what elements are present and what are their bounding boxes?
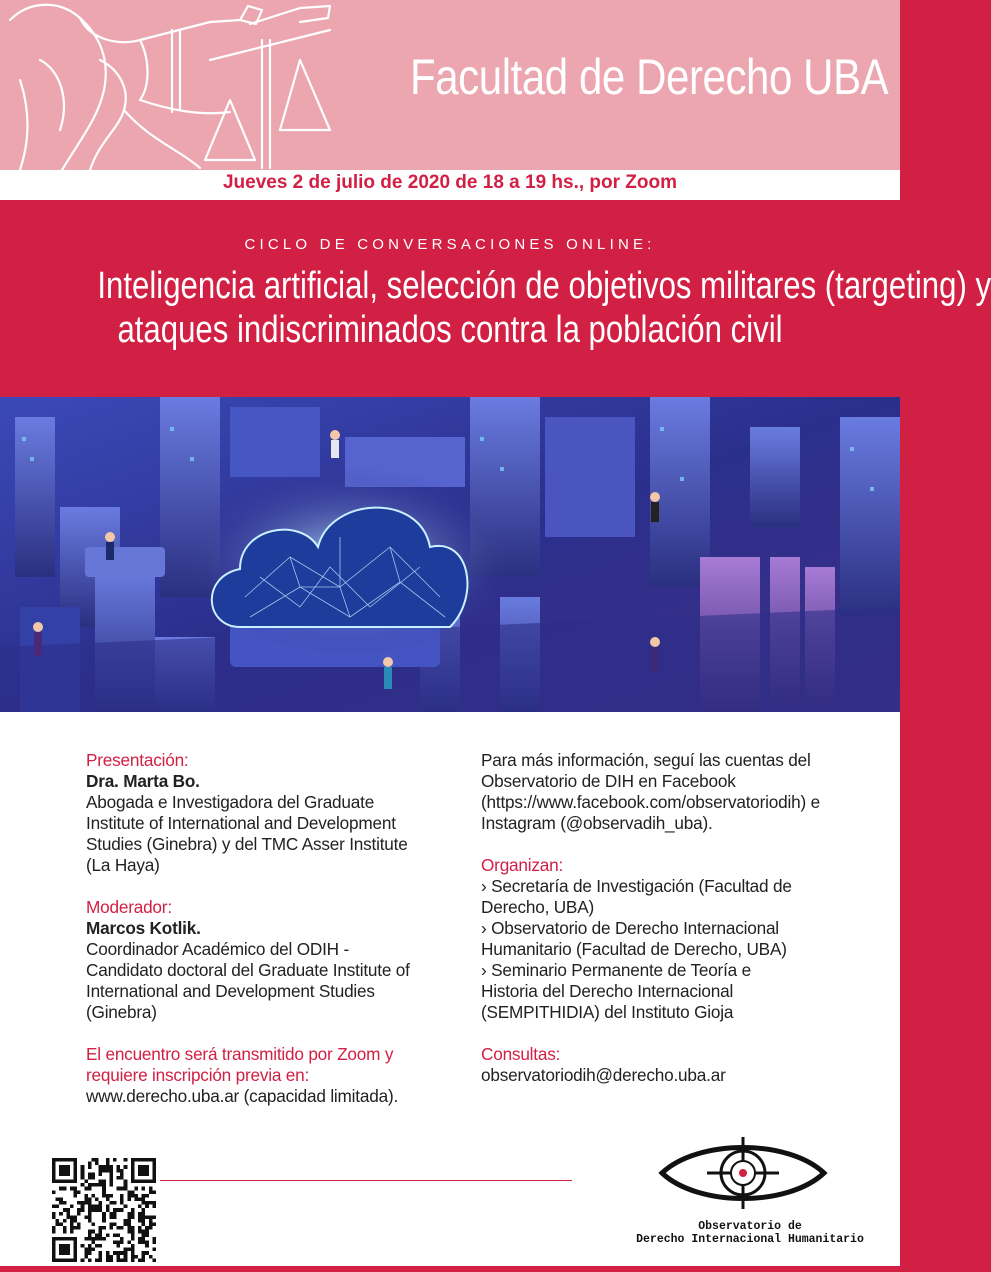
moderator-bio-line: Candidato doctoral del Graduate Institute of [86,960,410,980]
faculty-title: Facultad de Derecho UBA [410,49,889,105]
presenter-bio-line: Abogada e Investigadora del Graduate [86,792,375,812]
eye-target-logo-icon [658,1135,828,1211]
organizer-line: (SEMPITHIDIA) del Instituto Gioja [481,1002,734,1022]
presentacion-label: Presentación: [86,750,189,770]
presenter-bio-line: Institute of International and Development [86,813,396,833]
consultas-label: Consultas: [481,1044,561,1064]
zoom-notice-line: requiere inscripción previa en: [86,1065,310,1085]
event-date: Jueves 2 de julio de 2020 de 18 a 19 hs., por Zoom [222,172,678,193]
organizer-line: Humanitario (Facultad de Derecho, UBA) [481,939,787,959]
title-band [0,200,991,397]
presenter-name: Dra. Marta Bo. [86,771,200,791]
organizer-line: Historia del Derecho Internacional [481,981,734,1001]
presenter-bio-line: Studies (Ginebra) y del TMC Asser Institute [86,834,408,854]
registration-link[interactable]: www.derecho.uba.ar (capacidad limitada). [86,1086,399,1106]
moderator-bio-line: Coordinador Académico del ODIH - [86,939,349,959]
observatorio-logo-text [615,1220,885,1246]
event-title [20,264,991,352]
organizan-label: Organizan: [481,855,564,875]
event-title-line: Inteligencia artificial, selección de objetivos militares (targeting) y [97,265,991,307]
moderator-name: Marcos Kotlik. [86,918,201,938]
presenter-bio-line: (La Haya) [86,855,160,875]
event-title-line: ataques indiscriminados contra la población civil [117,309,783,351]
organizer-line: › Observatorio de Derecho Internacional [481,918,779,938]
bottom-accent-bar [0,1266,900,1272]
cloud-city-illustration [0,397,900,712]
organizer-line: › Seminario Permanente de Teoría e [481,960,751,980]
right-column [481,750,881,1086]
info-line[interactable]: (https://www.facebook.com/observatoriodih) e [481,792,820,812]
divider-line [160,1180,572,1181]
left-column [86,750,446,1107]
zoom-notice-line: El encuentro será transmitido por Zoom y [86,1044,394,1064]
lady-justice-illustration [0,0,380,170]
qr-code[interactable] [52,1158,156,1262]
logo-line: Derecho Internacional Humanitario [636,1233,864,1246]
header-banner [0,0,900,170]
moderator-bio-line: (Ginebra) [86,1002,157,1022]
info-line: Observatorio de DIH en Facebook [481,771,736,791]
moderador-label: Moderador: [86,897,172,917]
moderator-bio-line: International and Development Studies [86,981,375,1001]
organizer-line: Derecho, UBA) [481,897,594,917]
series-label: CICLO DE CONVERSACIONES ONLINE: [244,236,656,253]
info-line: Instagram (@observadih_uba). [481,813,713,833]
contact-email[interactable]: observatoriodih@derecho.uba.ar [481,1065,726,1085]
logo-line: Observatorio de [698,1220,802,1233]
info-line: Para más información, seguí las cuentas del [481,750,811,770]
organizer-line: › Secretaría de Investigación (Facultad de [481,876,792,896]
